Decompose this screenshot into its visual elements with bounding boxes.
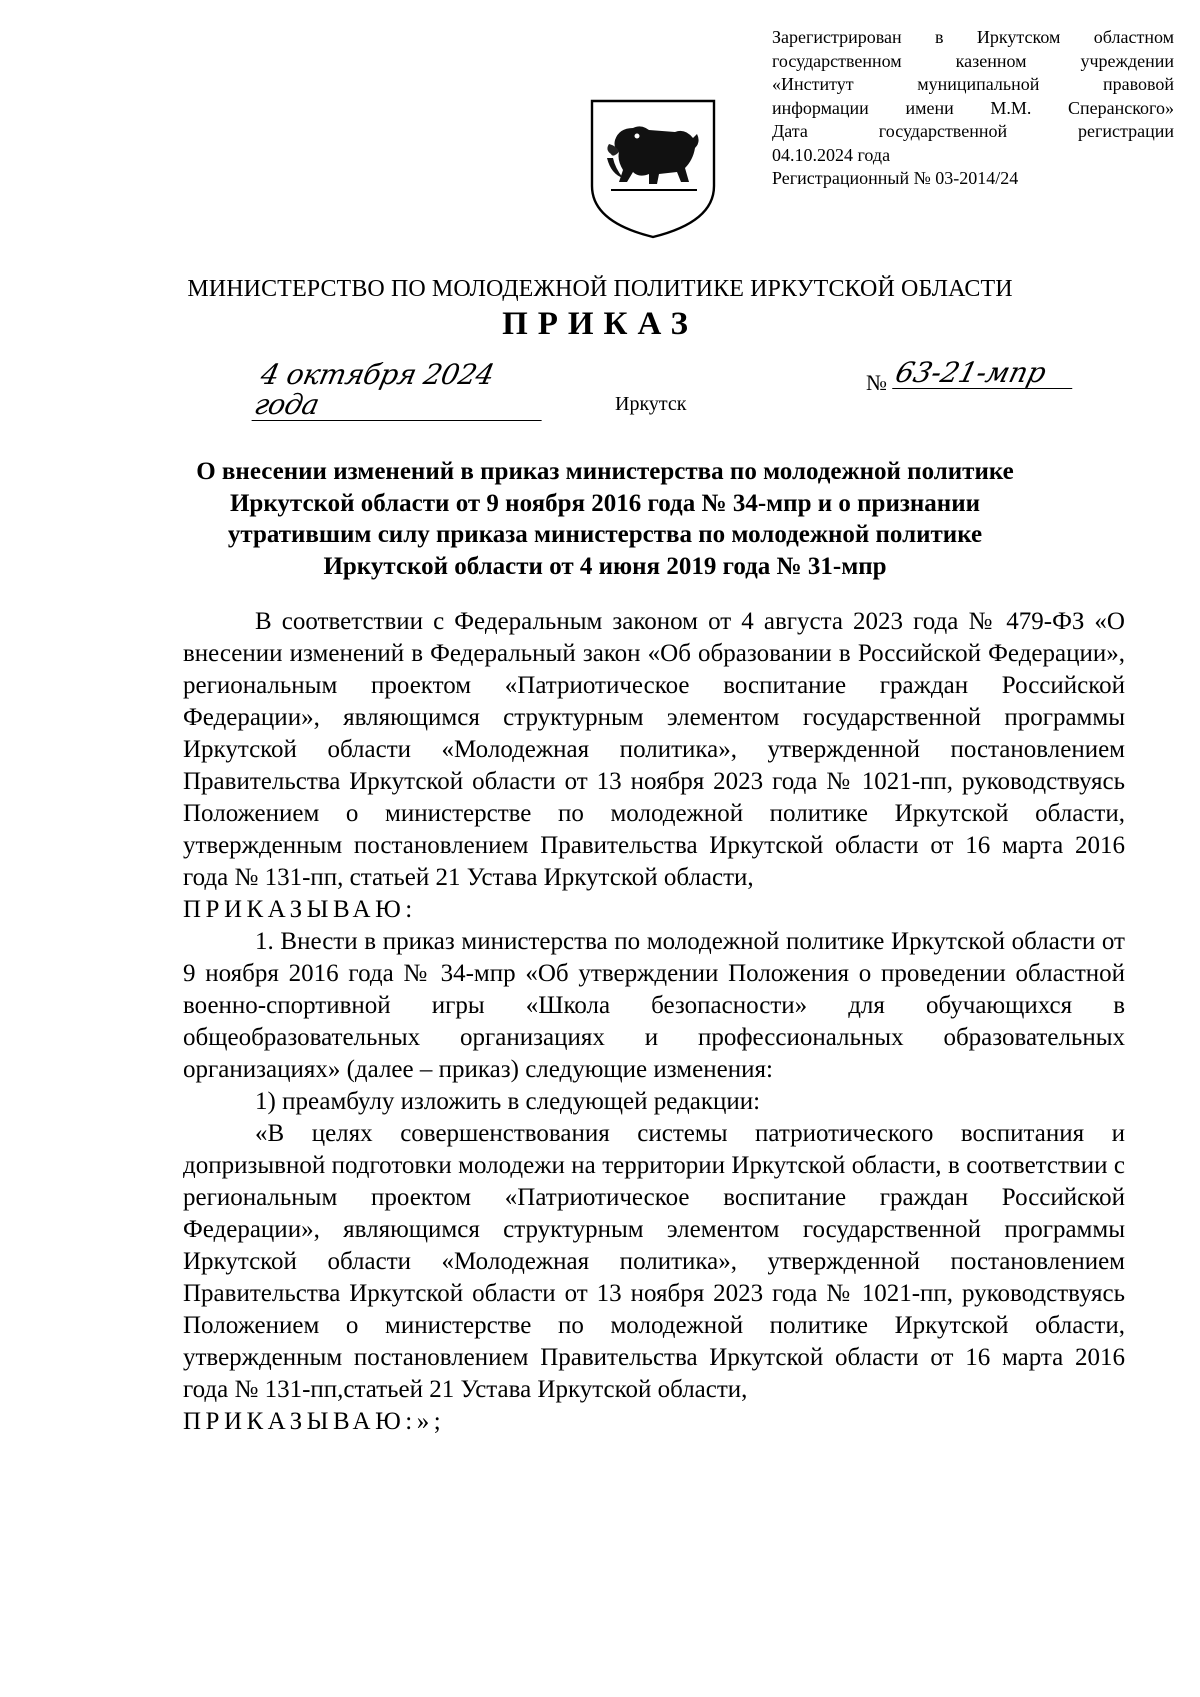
quoted-directive: ПРИКАЗЫВАЮ:»; — [183, 1408, 446, 1435]
order-body — [183, 606, 1125, 1438]
stamp-line: Дата государственной регистрации — [772, 121, 1174, 141]
order-subject: О внесении изменений в приказ министерства по молодежной политике Иркутской области от 9 ноября 2016 года № 34-мпр и о признании утратившим силу приказа министерства по молодежной политике Иркутской области от 4 июня 2019 года № 31-мпр — [196, 458, 1014, 580]
ministry-name: МИНИСТЕРСТВО ПО МОЛОДЕЖНОЙ ПОЛИТИКЕ ИРКУТСКОЙ ОБЛАСТИ — [187, 276, 1013, 302]
registration-stamp — [772, 26, 1174, 191]
order-number: 63-21-мпр — [892, 358, 1080, 389]
item-1-paragraph: 1. Внести в приказ министерства по молодежной политике Иркутской области от 9 ноября 2016 года № 34-мпр «Об утверждении Положения о проведении областной военно-спортивной игры «Школа безопасности» для обучающихся в общеобразовательных организациях и профессиональных образовательных организациях» (далее – приказ) следующие изменения: — [183, 928, 1125, 1083]
order-date: 4 октября 2024 года — [252, 360, 555, 421]
stamp-registration-date: 04.10.2024 года — [772, 144, 891, 165]
stamp-registration-number: Регистрационный № 03-2014/24 — [772, 168, 1019, 188]
item-1-subitem-1: 1) преамбулу изложить в следующей редакции: — [255, 1088, 761, 1115]
order-city: Иркутск — [615, 393, 687, 415]
order-number-label: № — [866, 370, 887, 395]
stamp-line: информации имени М.М. Сперанского» — [772, 97, 1174, 118]
quoted-preamble: «В целях совершенствования системы патриотического воспитания и допризывной подготовки молодежи на территории Иркутской области, в соответствии с региональным проектом «Патриотическое воспитание граждан Российской Федерации», являющимся структурным элементом государственной программы Иркутской области «Молодежная политика», утвержденной постановлением Правительства Иркутской области от 13 ноября 2023 года № 1021-пп, руководствуясь Положением о министерстве по молодежной политике Иркутской области, утвержденным постановлением Правительства Иркутской области от 16 марта 2016 года № 131-пп,статьей 21 Устава Иркутской области, — [183, 1120, 1125, 1403]
order-directive: ПРИКАЗЫВАЮ: — [183, 896, 417, 923]
stamp-line: «Институт муниципальной правовой — [772, 74, 1174, 94]
document-title: ПРИКАЗ — [502, 306, 698, 342]
stamp-line: государственном казенном учреждении — [772, 50, 1174, 71]
irkutsk-coat-of-arms-icon — [589, 98, 717, 240]
preamble-paragraph: В соответствии с Федеральным законом от 4 августа 2023 года № 479-ФЗ «О внесении изменений в Федеральный закон «Об образовании в Российской Федерации», региональным проектом «Патриотическое воспитание граждан Российской Федерации», являющимся структурным элементом государственной программы Иркутской области «Молодежная политика», утвержденной постановлением Правительства Иркутской области от 13 ноября 2023 года № 1021-пп, руководствуясь Положением о министерстве по молодежной политике Иркутской области, утвержденным постановлением Правительства Иркутской области от 16 марта 2016 года № 131-пп, статьей 21 Устава Иркутской области, — [183, 608, 1125, 891]
stamp-line: Зарегистрирован в Иркутском областном — [772, 27, 1174, 47]
